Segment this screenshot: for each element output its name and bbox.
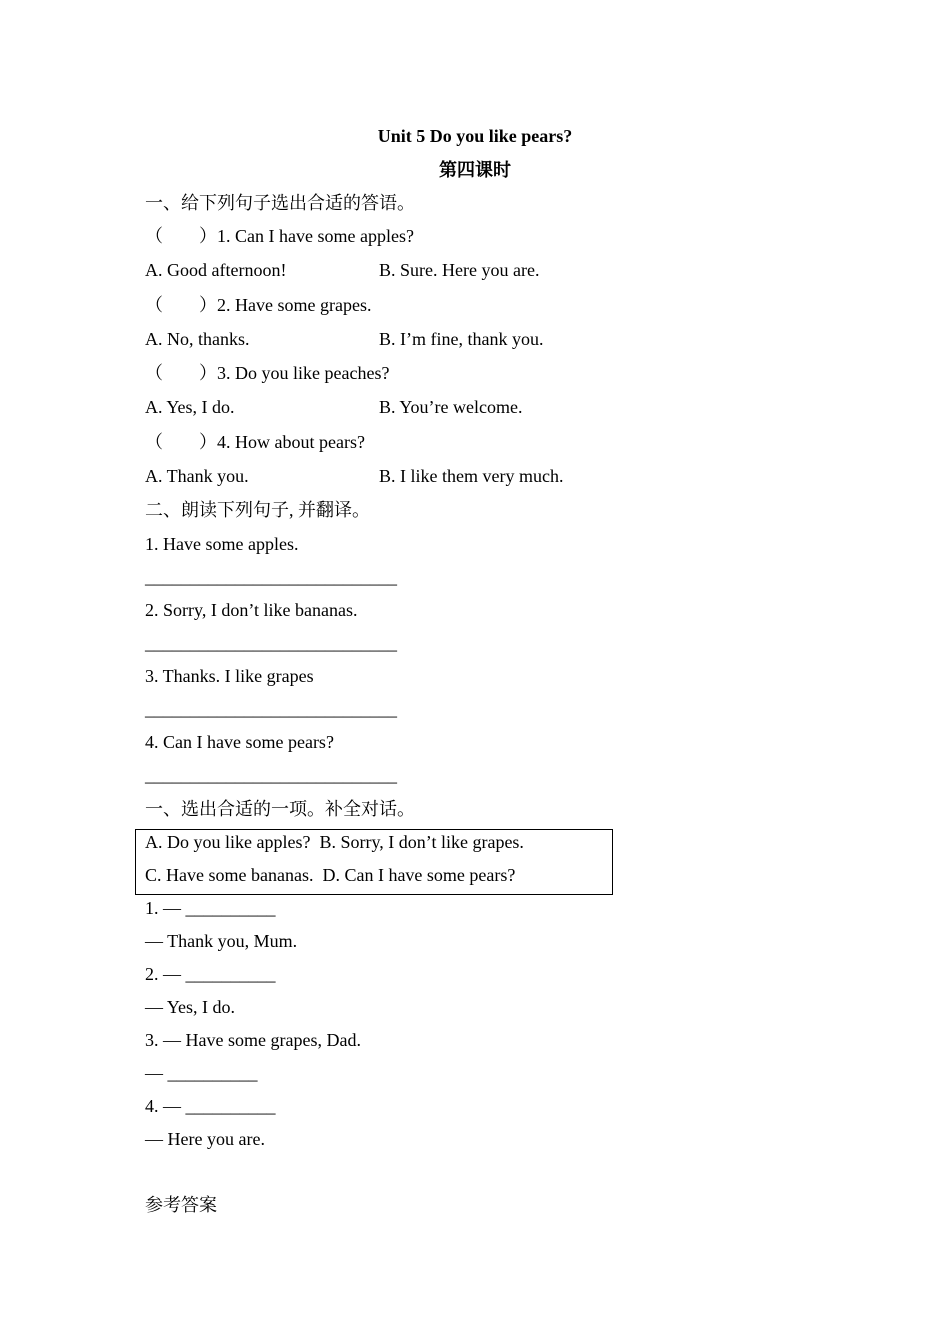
dialogue-line-6: — __________	[145, 1063, 258, 1083]
question-1-option-b: B. Sure. Here you are.	[379, 260, 540, 280]
dialogue-line-3: 2. — __________	[145, 964, 276, 984]
question-2-option-b: B. I’m fine, thank you.	[379, 329, 544, 349]
translate-item-3: 3. Thanks. I like grapes	[145, 666, 314, 686]
question-4: （ ）4. How about pears?	[145, 432, 365, 452]
answers-heading: 参考答案	[145, 1195, 217, 1215]
dialogue-line-5: 3. — Have some grapes, Dad.	[145, 1030, 361, 1050]
page-title: Unit 5 Do you like pears?	[377, 126, 573, 146]
dialogue-line-1: 1. — __________	[145, 898, 276, 918]
answer-blank-1[interactable]: ____________________________	[145, 567, 397, 587]
options-box-line-2: C. Have some bananas. D. Can I have some pears?	[145, 865, 516, 885]
translate-item-4: 4. Can I have some pears?	[145, 732, 334, 752]
question-3-option-a: A. Yes, I do.	[145, 397, 235, 417]
page-subtitle: 第四课时	[439, 160, 511, 180]
section1-heading: 一、给下列句子选出合适的答语。	[145, 193, 415, 213]
dialogue-line-2: — Thank you, Mum.	[145, 931, 298, 951]
question-4-option-a: A. Thank you.	[145, 466, 249, 486]
question-3: （ ）3. Do you like peaches?	[145, 363, 390, 383]
question-2: （ ）2. Have some grapes.	[145, 295, 372, 315]
answer-blank-4[interactable]: ____________________________	[145, 765, 397, 785]
section3-heading: 一、选出合适的一项。补全对话。	[145, 799, 415, 819]
question-2-option-a: A. No, thanks.	[145, 329, 250, 349]
question-4-option-b: B. I like them very much.	[379, 466, 564, 486]
question-1: （ ）1. Can I have some apples?	[145, 226, 414, 246]
translate-item-2: 2. Sorry, I don’t like bananas.	[145, 600, 358, 620]
question-1-option-a: A. Good afternoon!	[145, 260, 287, 280]
options-box-line-1: A. Do you like apples? B. Sorry, I don’t like grapes.	[145, 832, 524, 852]
dialogue-line-8: — Here you are.	[145, 1129, 265, 1149]
answer-blank-2[interactable]: ____________________________	[145, 633, 397, 653]
translate-item-1: 1. Have some apples.	[145, 534, 299, 554]
answer-blank-3[interactable]: ____________________________	[145, 699, 397, 719]
question-3-option-b: B. You’re welcome.	[379, 397, 523, 417]
dialogue-line-4: — Yes, I do.	[145, 997, 236, 1017]
section2-heading: 二、朗读下列句子, 并翻译。	[145, 500, 370, 520]
dialogue-line-7: 4. — __________	[145, 1096, 276, 1116]
